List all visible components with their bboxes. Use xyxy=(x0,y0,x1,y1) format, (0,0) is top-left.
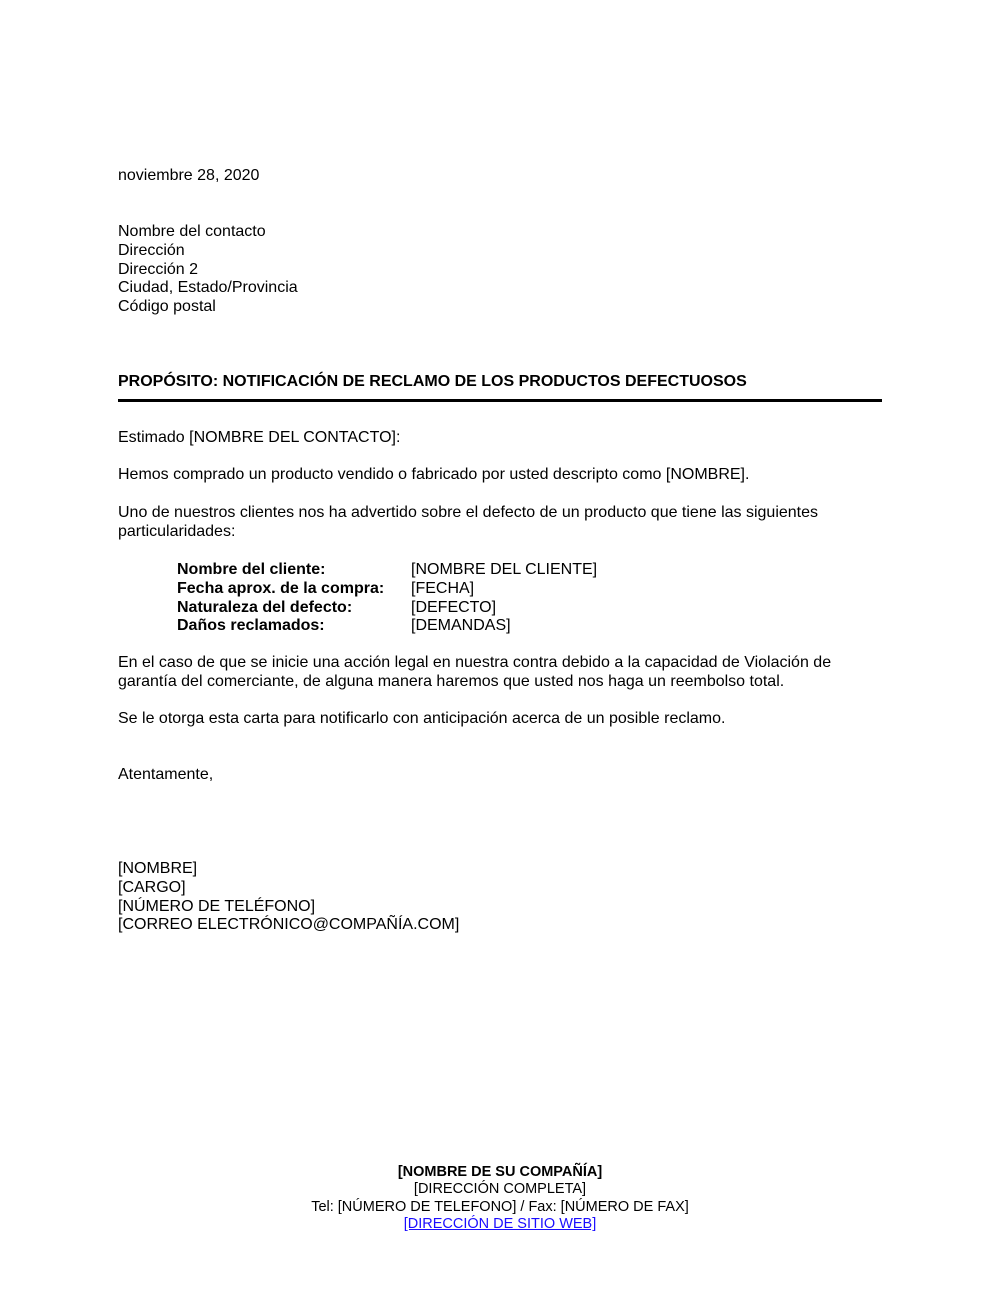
subject-divider xyxy=(118,399,882,402)
paragraph-legal-action: En el caso de que se inicie una acción legal en nuestra contra debido a la capacidad de Violación de garantía del comerciante, de alguna manera haremos que usted nos haga un reembolso total. xyxy=(118,654,832,690)
detail-row-client xyxy=(177,561,597,580)
address-line-2: Dirección 2 xyxy=(118,260,199,278)
detail-label: Daños reclamados: xyxy=(177,617,325,635)
greeting: Estimado [NOMBRE DEL CONTACTO]: xyxy=(118,429,401,446)
detail-label: Fecha aprox. de la compra: xyxy=(177,579,385,597)
signature-email: [CORREO ELECTRÓNICO@COMPAÑÍA.COM] xyxy=(118,916,460,934)
address-line-contact: Nombre del contacto xyxy=(118,223,266,240)
address-line-city: Ciudad, Estado/Provincia xyxy=(118,279,298,297)
footer-contact: Tel: [NÚMERO DE TELEFONO] / Fax: [NÚMERO DE FAX] xyxy=(311,1198,689,1215)
signature-title: [CARGO] xyxy=(118,878,186,896)
detail-value: [NOMBRE DEL CLIENTE] xyxy=(411,561,598,578)
paragraph-product: Hemos comprado un producto vendido o fabricado por usted descripto como [NOMBRE]. xyxy=(118,466,750,483)
detail-label: Naturaleza del defecto: xyxy=(177,598,353,616)
footer xyxy=(0,1164,1000,1234)
recipient-address xyxy=(118,223,298,317)
claim-details xyxy=(177,561,597,636)
signature-block xyxy=(118,860,459,935)
detail-row-date xyxy=(177,580,597,599)
detail-row-defect xyxy=(177,599,597,618)
detail-value: [DEMANDAS] xyxy=(411,617,511,635)
letter-subject: PROPÓSITO: NOTIFICACIÓN DE RECLAMO DE LOS PRODUCTOS DEFECTUOSOS xyxy=(118,373,747,390)
detail-value: [FECHA] xyxy=(411,579,475,597)
letter-date: noviembre 28, 2020 xyxy=(118,167,260,184)
paragraph-notification: Se le otorga esta carta para notificarlo con anticipación acerca de un posible reclamo. xyxy=(118,710,726,727)
signature-phone: [NÚMERO DE TELÉFONO] xyxy=(118,897,316,915)
footer-company-name: [NOMBRE DE SU COMPAÑÍA] xyxy=(397,1164,603,1180)
detail-label: Nombre del cliente: xyxy=(177,561,326,578)
address-line-1: Dirección xyxy=(118,241,185,259)
signature-name: [NOMBRE] xyxy=(118,860,198,877)
detail-value: [DEFECTO] xyxy=(411,598,497,616)
detail-row-damages xyxy=(177,617,597,636)
address-line-postal: Código postal xyxy=(118,298,216,316)
closing: Atentamente, xyxy=(118,766,214,783)
paragraph-defect-notice: Uno de nuestros clientes nos ha advertido sobre el defecto de un producto que tiene las siguientes particularidades: xyxy=(118,504,819,540)
footer-website-link[interactable]: [DIRECCIÓN DE SITIO WEB] xyxy=(403,1216,597,1233)
footer-address: [DIRECCIÓN COMPLETA] xyxy=(413,1181,587,1198)
